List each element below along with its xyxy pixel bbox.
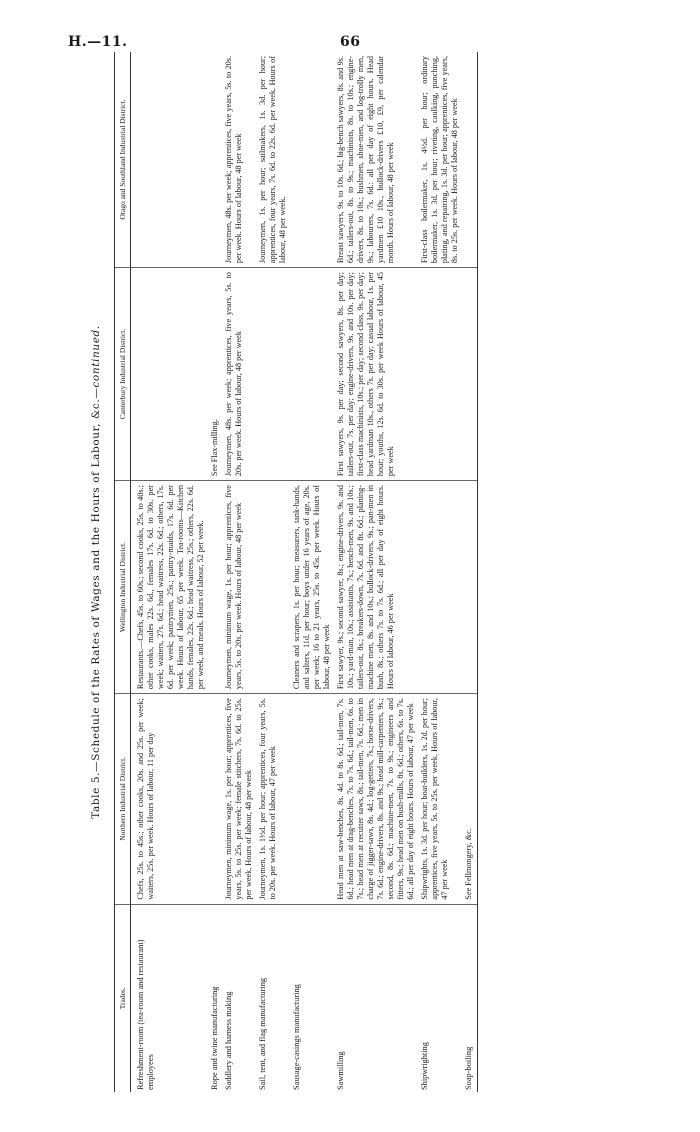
northern-cell: See Fellmongery, &c. bbox=[462, 694, 477, 905]
otago-cell bbox=[134, 52, 208, 268]
trade-cell: Refreshment-room (tea-room and restaurant) employees bbox=[136, 939, 156, 1090]
table-row bbox=[256, 52, 290, 1092]
table-row bbox=[334, 52, 418, 1092]
page-number: 66 bbox=[340, 34, 361, 50]
header-otago: Otago and Southland Industrial District. bbox=[115, 52, 131, 268]
otago-cell: First-class boilermaker, 1s. 4½d. per hour; ordinary boilermaker, 1s. 3d. per hour; riveting, caulking, punching, plating, and repairing, 1s. 3d. per hour; apprentices, five years, 8s. to 25s. per week. Hours of labour, 48 per week bbox=[418, 52, 462, 268]
document-reference: H.—11. bbox=[68, 34, 128, 50]
wellington-cell: First sawyer, 9s.; second sawyer, 8s.; engine-drivers, 9s. and 10s.; yard-man, 10s.; assistants, 7s.; bench-men, 9s. and 10s.; tailers-out, 8s.; breakers-down, 7s. 6d. and 8s. 6d.; planing-machine men, 8s. and 10s.; bullock-drivers, 9s.; pan-men in bush, 8s.; others 7s. to 7s. 6d.; all per day of eight hours. Hours of labour, 46 per week bbox=[334, 481, 418, 694]
trade-cell: Rope and twine manufacturing bbox=[210, 986, 220, 1090]
table-title-main: Table 5.—Schedule of the Rates of Wages and the Hours of Labour, &c.— bbox=[90, 387, 102, 819]
otago-cell bbox=[208, 52, 222, 268]
header-northern: Northern Industrial District. bbox=[115, 694, 131, 905]
table-row bbox=[462, 52, 477, 1092]
trade-cell: Sail, tent, and flag manufacturing bbox=[258, 977, 268, 1090]
rotated-table-page bbox=[90, 52, 650, 1092]
northern-cell bbox=[208, 694, 222, 905]
canterbury-cell: See Flax-milling. bbox=[208, 268, 222, 481]
northern-cell: Journeymen, minimum wage, 1s. per hour; apprentices, five years, 5s. to 25s. per week; female stitchers, 7s. 6d. to 25s. per week. Hours of labour, 48 per week bbox=[222, 694, 256, 905]
canterbury-cell bbox=[256, 268, 290, 481]
wellington-cell bbox=[208, 481, 222, 694]
otago-cell: Journeymen, 48s. per week; apprentices, five years, 5s. to 20s. per week. Hours of labour, 48 per week bbox=[222, 52, 256, 268]
wellington-cell bbox=[418, 481, 462, 694]
otago-cell: Breast sawyers, 9s. to 10s. 6d.; big-bench sawyers, 8s. and 9s. 6d.; tailers-out, 8s. to 9s.; machinists, 8s. to 10s.; engine-drivers, 8s. to 10s.; bushmen, shoe-men, and log-trolly men, 9s.; labourers, 7s. 6d.: all per day of eight hours. Head yardmen £10 10s., bullock-drivers £10, £9, per calendar month. Hours of labour, 48 per week bbox=[334, 52, 418, 268]
trade-cell: Saddlery and harness making bbox=[224, 991, 234, 1090]
trade-cell: Soap-boiling bbox=[462, 904, 477, 1092]
wellington-cell: Restaurants.—Chefs, 45s. to 60s.; second cooks, 25s. to 40s.; other cooks, males 22s. 6d., females 17s. 6d. to 30s. per week; waiters, 27s. 6d.; head waitress, 22s. 6d.; others, 17s. 6d. per week; pantrymen, 25s.; pantry-maids, 17s. 6d. per week. Hours of labour, 65 per week. Tea-rooms—Kitchen hands, females, 22s. 6d.; head waitress, 25s.; others, 22s. 6d. per week, and meals. Hours of labour, 52 per week. bbox=[134, 481, 208, 694]
table-row bbox=[290, 52, 334, 1092]
canterbury-cell bbox=[418, 268, 462, 481]
otago-cell bbox=[462, 52, 477, 268]
header-wellington: Wellington Industrial District. bbox=[115, 481, 131, 694]
wellington-cell bbox=[462, 481, 477, 694]
table-row bbox=[418, 52, 462, 1092]
canterbury-cell bbox=[290, 268, 334, 481]
otago-cell bbox=[290, 52, 334, 268]
northern-cell bbox=[290, 694, 334, 905]
table-row bbox=[134, 52, 208, 1092]
northern-cell: Chefs, 25s. to 45s.; other cooks, 20s. and 25s. per week; waiters, 25s. per week. Hours of labour, 11 per day bbox=[134, 694, 208, 905]
trade-cell: Sawmilling bbox=[336, 1051, 346, 1090]
table-title-continued: continued. bbox=[90, 325, 102, 388]
trade-cell: Sausage-casings manufacturing bbox=[292, 984, 302, 1090]
wages-schedule-table bbox=[114, 52, 478, 1092]
table-row bbox=[208, 52, 222, 1092]
trade-cell: Shipwrighting bbox=[420, 1042, 430, 1090]
wellington-cell bbox=[256, 481, 290, 694]
northern-cell: Head men at saw-benches, 8s. 4d. to 8s. 6d.; tail-men, 7s. 6d.; head men at drag-benches, 7s. to 7s. 6d.; tail-men, 6s. to 7s.; head men at recutter saws, 8s.; tail-men, 7s. 6d.; men in charge of jigger-saws, 8s. 4d.; log-getters, 7s.; horse-drivers, 7s. 6d.; engine-drivers, 8s. and 9s.; head mill-carpenters, 9s.; second, 8s. 6d.; machine-men, 7s. to 9s.; engineers and fitters, 9s.; head men on bush-mills, 8s. 6d.; others, 6s. to 7s. 6d.; all per day of eight hours. Hours of labour, 47 per week bbox=[334, 694, 418, 905]
northern-cell: Shipwrights, 1s. 3d. per hour; boat-builders, 1s. 2d. per hour; apprentices, five years, 5s. to 25s. per week. Hours of labour, 47 per week bbox=[418, 694, 462, 905]
header-trades: Trades. bbox=[115, 904, 131, 1092]
otago-cell: Journeymen, 1s. per hour; sailmakers, 1s. 3d. per hour; apprentices, four years, 7s. 6d. to 22s. 6d. per week. Hours of labour, 48 per week. bbox=[256, 52, 290, 268]
canterbury-cell bbox=[462, 268, 477, 481]
header-row bbox=[115, 52, 131, 1092]
wellington-cell: Journeymen, minimum wage, 1s. per hour; apprentices, five years, 5s. to 20s. per week. Hours of labour, 48 per week bbox=[222, 481, 256, 694]
table-title bbox=[90, 52, 112, 1092]
wellington-cell: Cleaners and scrapers, 1s. per hour; measurers, tank-hands, and salters, 11d. per hour; boys under 16 years of age, 20s. per week; 16 to 21 years, 25s. to 45s. per week. Hours of labour, 48 per week bbox=[290, 481, 334, 694]
header-canterbury: Canterbury Industrial District. bbox=[115, 268, 131, 481]
canterbury-cell: Journeymen, 48s. per week; apprentices, five years, 5s. to 20s. per week. Hours of labour, 48 per week bbox=[222, 268, 256, 481]
canterbury-cell: First sawyers, 9s. per day; second sawyers, 8s. per day; tailers-out, 7s. per day; engine-drivers, 9s. and 10s. per day; first-class machinists, 10s.; per day; second class, 9s. per day; head yardman 10s., others 7s. per day; casual labour, 1s. per hour; youths, 12s. 6d. to 30s. per week Hours of labour, 45 per week bbox=[334, 268, 418, 481]
canterbury-cell bbox=[134, 268, 208, 481]
northern-cell: Journeymen, 1s. 1½d. per hour; apprentices, four years, 5s. to 20s. per week. Hours of labour, 47 per week bbox=[256, 694, 290, 905]
table-row bbox=[222, 52, 256, 1092]
